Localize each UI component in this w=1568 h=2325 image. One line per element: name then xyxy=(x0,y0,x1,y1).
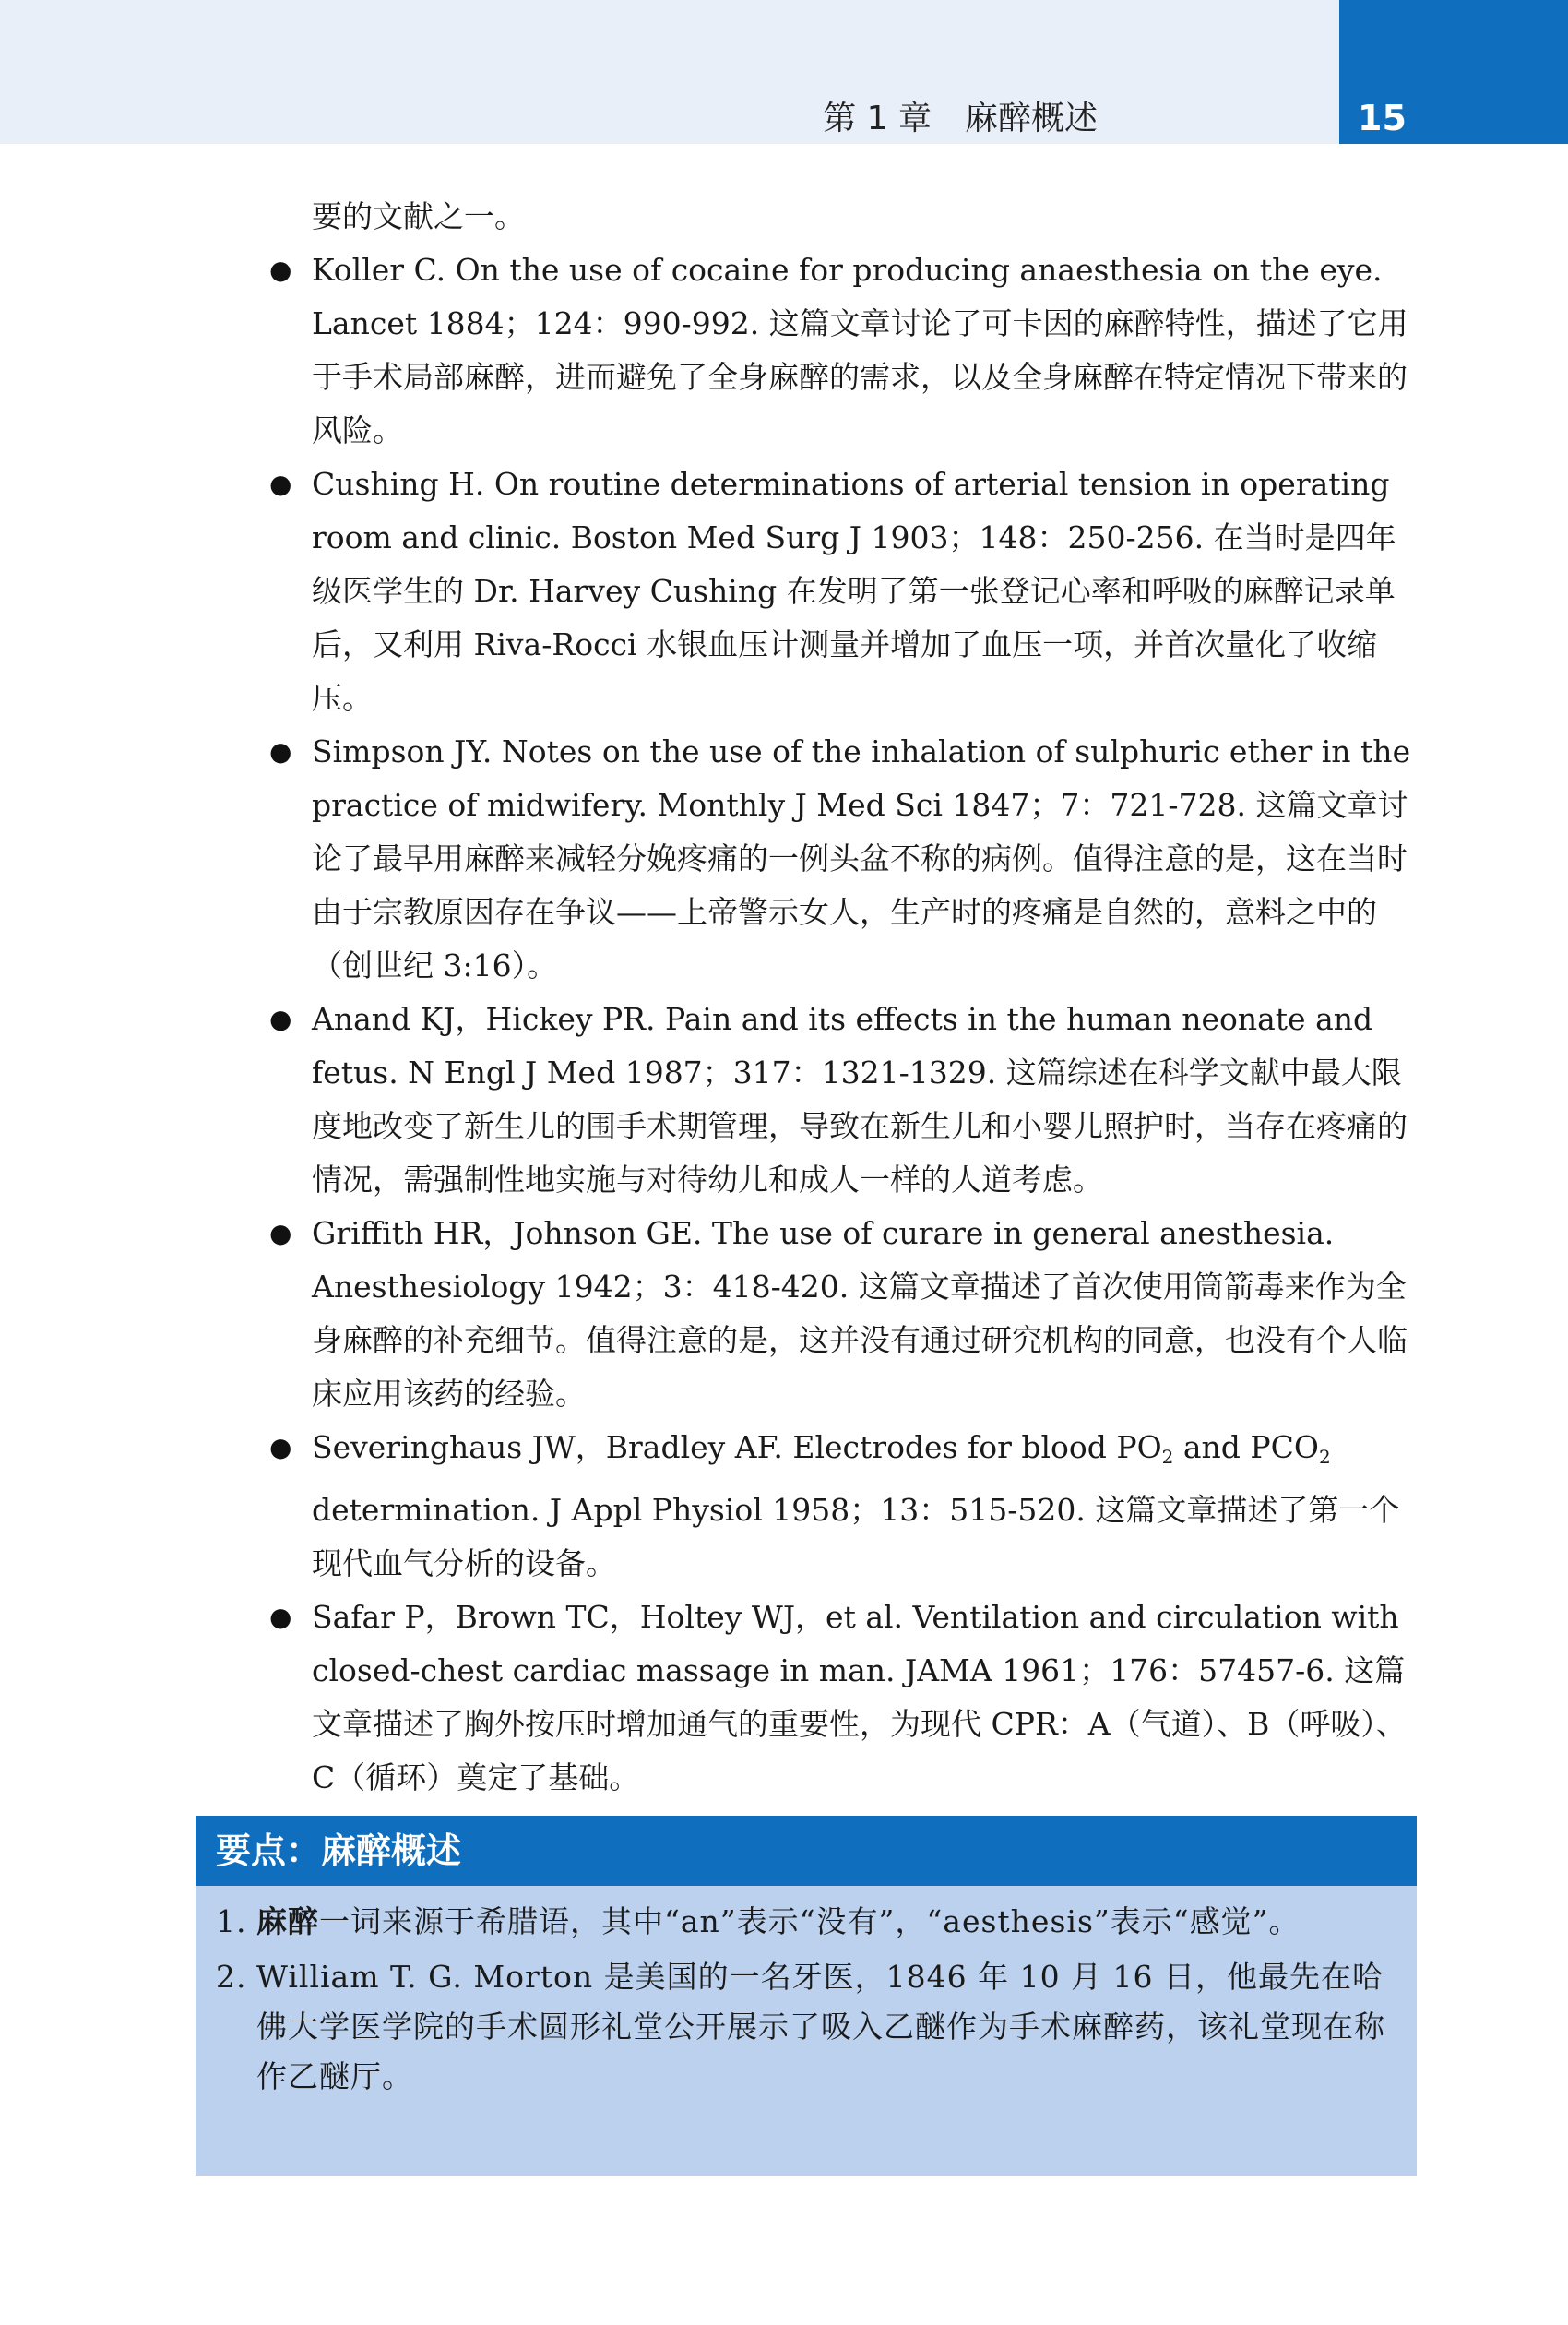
key-point-number: 1. xyxy=(216,1903,247,1939)
chapter-title: 第 1 章 麻醉概述 xyxy=(823,100,1098,137)
reference-section xyxy=(312,190,1419,1805)
key-point-term: 麻醉 xyxy=(256,1903,319,1939)
key-point-text xyxy=(256,1897,1395,1947)
reference-item xyxy=(312,458,1419,725)
reference-text: determination. J Appl Physiol 1958；13：515-520. 这篇文章描述了第一个现代血气分析的设备。 xyxy=(312,1492,1400,1581)
key-points-title: 要点：麻醉概述 xyxy=(196,1816,1417,1886)
reference-item xyxy=(312,1591,1419,1805)
subscript: 2 xyxy=(1318,1446,1331,1468)
header-band xyxy=(0,0,1339,144)
reference-item xyxy=(312,1207,1419,1421)
reference-item xyxy=(312,1421,1419,1591)
reference-item xyxy=(312,725,1419,993)
key-point-item xyxy=(216,1897,1395,1947)
reference-text: Koller C. On the use of cocaine for producing anaesthesia on the eye. Lancet 1884；124：990-992. 这篇文章讨论了可卡因的麻醉特性，描述了它用于手术局部麻醉，进而避免了全身麻醉的需求，以及全身麻醉在特定情况下带来的风险。 xyxy=(312,252,1408,448)
key-point-body: William T. G. Morton 是美国的一名牙医，1846 年 10 月 16 日，他最先在哈佛大学医学院的手术圆形礼堂公开展示了吸入乙醚作为手术麻醉药，该礼堂现在称作乙醚厅。 xyxy=(256,1959,1385,2094)
key-point-body: 一词来源于希腊语，其中“an”表示“没有”，“aesthesis”表示“感觉”。 xyxy=(319,1903,1301,1939)
reference-text: Anand KJ，Hickey PR. Pain and its effects in the human neonate and fetus. N Engl J Med 1987；317：1321-1329. 这篇综述在科学文献中最大限度地改变了新生儿的围手术期管理，导致在新生儿和小婴儿照护时，当存在疼痛的情况，需强制性地实施与对待幼儿和成人一样的人道考虑。 xyxy=(312,1001,1408,1198)
reference-text: and PCO xyxy=(1173,1429,1319,1465)
key-point-number: 2. xyxy=(216,1959,247,1995)
key-points-list xyxy=(196,1886,1417,2102)
reference-text: Safar P，Brown TC，Holtey WJ，et al. Ventilation and circulation with closed-chest cardiac massage in man. JAMA 1961；176：57457-6. 这篇文章描述了胸外按压时增加通气的重要性，为现代 CPR：A（气道）、B（呼吸）、C（循环）奠定了基础。 xyxy=(312,1599,1407,1795)
continuation-text: 要的文献之一。 xyxy=(312,198,525,234)
reference-text: Griffith HR，Johnson GE. The use of curare in general anesthesia. Anesthesiology 1942；3：418-420. 这篇文章描述了首次使用筒箭毒来作为全身麻醉的补充细节。值得注意的是，这并没有通过研究机构的同意，也没有个人临床应用该药的经验。 xyxy=(312,1215,1408,1412)
subscript: 2 xyxy=(1161,1446,1174,1468)
reference-text: Simpson JY. Notes on the use of the inhalation of sulphuric ether in the practice of midwifery. Monthly J Med Sci 1847；7：721-728. 这篇文章讨论了最早用麻醉来减轻分娩疼痛的一例头盆不称的病例。值得注意的是，这在当时由于宗教原因存在争议——上帝警示女人，生产时的疼痛是自然的，意料之中的（创世纪 3:16）。 xyxy=(312,733,1411,984)
key-points-box xyxy=(196,1816,1417,2176)
reference-item xyxy=(312,993,1419,1207)
reference-item xyxy=(312,244,1419,458)
page-number: 15 xyxy=(1339,0,1568,144)
key-point-text xyxy=(256,1952,1395,2102)
reference-text: Cushing H. On routine determinations of arterial tension in operating room and clinic. Boston Med Surg J 1903；148：250-256. 在当时是四年级医学生的 Dr. Harvey Cushing 在发明了第一张登记心率和呼吸的麻醉记录单后，又利用 Riva-Rocci 水银血压计测量并增加了血压一项，并首次量化了收缩压。 xyxy=(312,466,1396,716)
reference-text: Severinghaus JW，Bradley AF. Electrodes for blood PO xyxy=(312,1429,1162,1465)
reference-list xyxy=(312,244,1419,1805)
key-point-item xyxy=(216,1952,1395,2102)
